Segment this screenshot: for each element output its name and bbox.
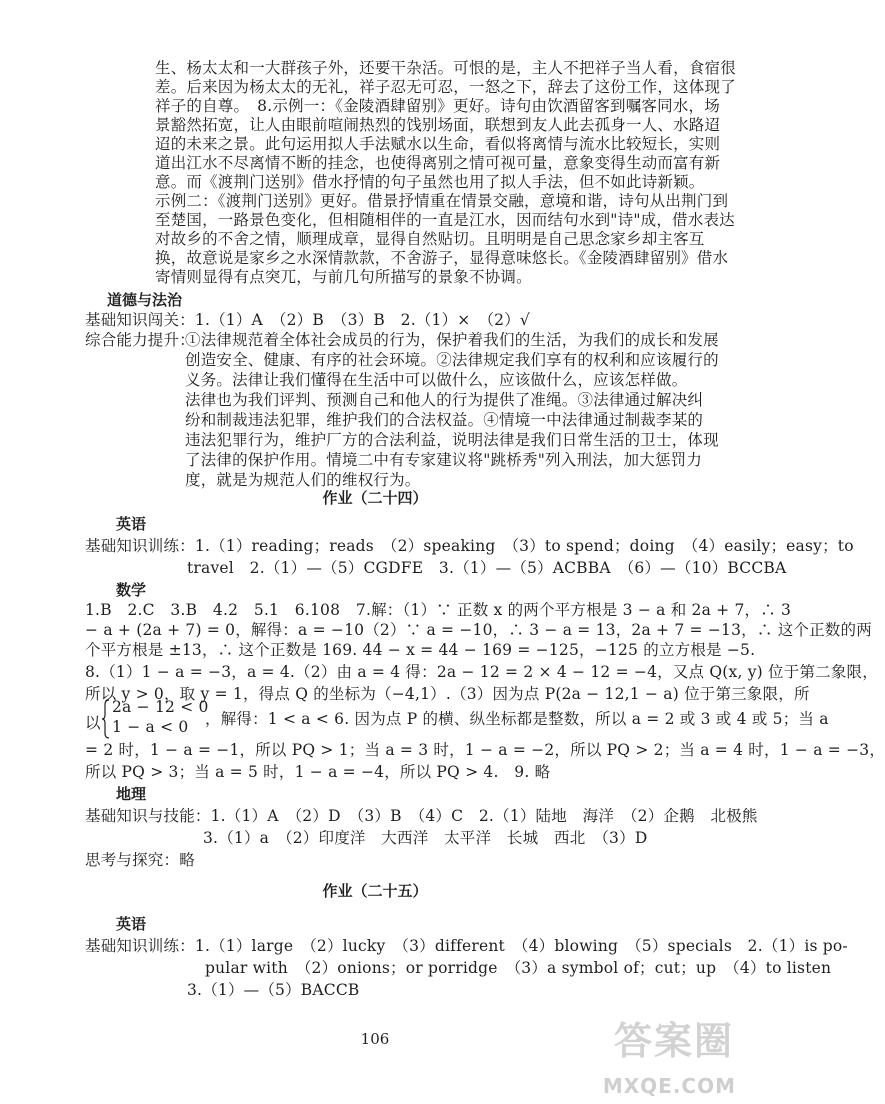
morality-ability-line: 纷和制裁违法犯罪，维护我们的合法权益。④情境一中法律通过制裁李某的 bbox=[185, 411, 704, 429]
morality-basic-row bbox=[85, 310, 530, 331]
english-basic-line: travel 2.（1）—（5）CGDFE 3.（1）—（5）ACBBA （6）—（10）BCCBA bbox=[187, 559, 787, 577]
chinese-line: 至楚国，一路景色变化，但相随相伴的一直是江水，因而结句水到"诗"成，借水表达 bbox=[155, 211, 735, 229]
morality-ability-line: 法律也为我们评判、预测自己和他人的行为提供了准绳。③法律通过解决纠 bbox=[185, 391, 704, 409]
english-basic-line: 1.（1）reading；reads （2）speaking （3）to spend；doing （4）easily；easy；to bbox=[194, 537, 854, 555]
english-heading: 英语 bbox=[116, 515, 147, 533]
chinese-line: 道出江水不尽离情不断的挂念，也使得离别之情可视可量，意象变得生动而富有新 bbox=[155, 154, 721, 172]
math-line: − a + (2a + 7) = 0，解得：a = −10（2）∵ a = −10，∴ 3 − a = 13，2a + 7 = −13，∴ 这个正数的两 bbox=[85, 621, 872, 639]
watermark-logo bbox=[602, 1010, 740, 1098]
geography-heading: 地理 bbox=[116, 785, 147, 803]
english-basic-prefix: 基础知识训练： bbox=[85, 537, 195, 555]
english-heading: 英语 bbox=[116, 915, 147, 933]
math-line: ，解得：1 < a < 6. 因为点 P 的横、纵坐标都是整数，所以 a = 2 或 3 或 4 或 5；当 a bbox=[205, 710, 829, 728]
math-line-prefix: 以 bbox=[85, 714, 101, 732]
english-basic-line: 1.（1）large （2）lucky （3）different （4）blowing （5）specials 2.（1）is po- bbox=[194, 937, 848, 955]
geography-basic-prefix: 基础知识与技能： bbox=[85, 807, 211, 825]
geography-basic-line: 3.（1）a （2）印度洋 大西洋 太平洋 长城 西北 （3）D bbox=[203, 829, 648, 847]
chinese-line: 生、杨太太和一大群孩子外，还要干杂活。可恨的是，主人不把祥子当人看，食宿很 bbox=[155, 59, 736, 77]
math-line: 8.（1）1 − a = −3，a = 4.（2）由 a = 4 得：2a − 12 = 2 × 4 − 12 = −4，又点 Q(x, y) 位于第二象限， bbox=[85, 663, 878, 681]
morality-ability-line: 创造安全、健康、有序的社会环境。②法律规定我们享有的权利和应该履行的 bbox=[185, 351, 719, 369]
morality-heading: 道德与法治 bbox=[107, 291, 183, 309]
math-line: 1.B 2.C 3.B 4.2 5.1 6.108 7.解：（1）∵ 正数 x 的两个平方根是 3 − a 和 2a + 7，∴ 3 bbox=[85, 601, 792, 619]
chinese-line: 差。后来因为杨太太的无礼，祥子忍无可忍，一怒之下，辞去了这份工作，这体现了 bbox=[155, 78, 736, 96]
watermark-domain: MXQE.COM bbox=[602, 1074, 736, 1098]
morality-basic-answers: 1.（1）A （2）B （3）B 2.（1）× （2）√ bbox=[194, 311, 530, 329]
english-basic-line: pular with （2）onions；or porridge （3）a symbol of；cut；up （4）to listen bbox=[205, 959, 832, 977]
watermark-title: 答案圈 bbox=[613, 1019, 734, 1063]
system-brace bbox=[102, 699, 110, 739]
chinese-line: 意。而《渡荆门送别》借水抒情的句子虽然也用了拟人手法，但不如此诗新颖。 bbox=[155, 173, 705, 191]
math-line: 所以 y > 0，取 y = 1，得点 Q 的坐标为（−4,1）.（3）因为点 P(2a − 12,1 − a) 位于第三象限，所 bbox=[85, 685, 810, 703]
chinese-line: 祥子的自尊。 8.示例一：《金陵酒肆留别》更好。诗句由饮酒留客到嘱客同水，场 bbox=[155, 97, 720, 115]
english-basic-row bbox=[85, 536, 854, 557]
morality-basic-prefix: 基础知识闯关： bbox=[85, 311, 195, 329]
english-basic-prefix: 基础知识训练： bbox=[85, 937, 195, 955]
section-25-title: 作业（二十五） bbox=[322, 882, 428, 900]
chinese-line: 景豁然拓宽，让人由眼前喧闹热烈的饯别场面，联想到友人此去孤身一人、水路迢 bbox=[155, 116, 721, 134]
geography-basic-line: 1.（1）A （2）D （3）B （4）C 2.（1）陆地 海洋 （2）企鹅 北极熊 bbox=[210, 807, 758, 825]
morality-ability-prefix: 综合能力提升： bbox=[85, 331, 195, 349]
geography-basic-row bbox=[85, 806, 758, 827]
chinese-line: 示例二：《渡荆门送别》更好。借景抒情重在情景交融，意境和谐，诗句从出荆门到 bbox=[155, 192, 729, 210]
morality-ability-line: 了法律的保护作用。情境二中有专家建议将"跳桥秀"列入刑法，加大惩罚力 bbox=[185, 451, 703, 469]
morality-ability-line: 度，就是为规范人们的维权行为。 bbox=[185, 471, 421, 489]
chinese-line: 迢的未来之景。此句运用拟人手法赋水以生命，看似将离情与流水比较短长，实则 bbox=[155, 135, 721, 153]
english-basic-row bbox=[85, 936, 848, 957]
morality-ability-line: ①法律规范着全体社会成员的行为，保护着我们的生活，为我们的成长和发展 bbox=[185, 331, 719, 349]
morality-ability-line: 违法犯罪行为，维护厂方的合法利益，说明法律是我们日常生活的卫士，体现 bbox=[185, 431, 719, 449]
math-heading: 数学 bbox=[116, 581, 147, 599]
section-24-title: 作业（二十四） bbox=[322, 489, 428, 507]
page-number: 106 bbox=[360, 1030, 390, 1048]
geography-explore: 思考与探究：略 bbox=[85, 851, 195, 869]
system-inequality: 1 − a < 0 bbox=[112, 718, 189, 736]
math-line: 个平方根是 ±13，∴ 这个正数是 169. 44 − x = 44 − 169 = −125，−125 的立方根是 −5. bbox=[85, 641, 756, 659]
math-line: = 2 时，1 − a = −1，所以 PQ > 1；当 a = 3 时，1 − a = −2，所以 PQ > 2；当 a = 4 时，1 − a = −3， bbox=[85, 741, 885, 759]
chinese-line: 寄情则显得有点突兀，与前几句所描写的景象不协调。 bbox=[155, 268, 532, 286]
system-inequality: 2a − 12 < 0 bbox=[112, 698, 209, 716]
morality-ability-line: 义务。法律让我们懂得在生活中可以做什么，应该做什么，应该怎样做。 bbox=[185, 371, 688, 389]
chinese-line: 换，故意说是家乡之水深情款款，不舍游子，显得意味悠长。《金陵酒肆留别》借水 bbox=[155, 249, 729, 267]
english-basic-line: 3.（1）—（5）BACCB bbox=[187, 981, 360, 999]
math-line: 所以 PQ > 3；当 a = 5 时，1 − a = −4，所以 PQ > 4. 9. 略 bbox=[85, 763, 551, 781]
chinese-line: 对故乡的不舍之情，顺理成章，显得自然贴切。且明明是自己思念家乡却主客互 bbox=[155, 230, 705, 248]
